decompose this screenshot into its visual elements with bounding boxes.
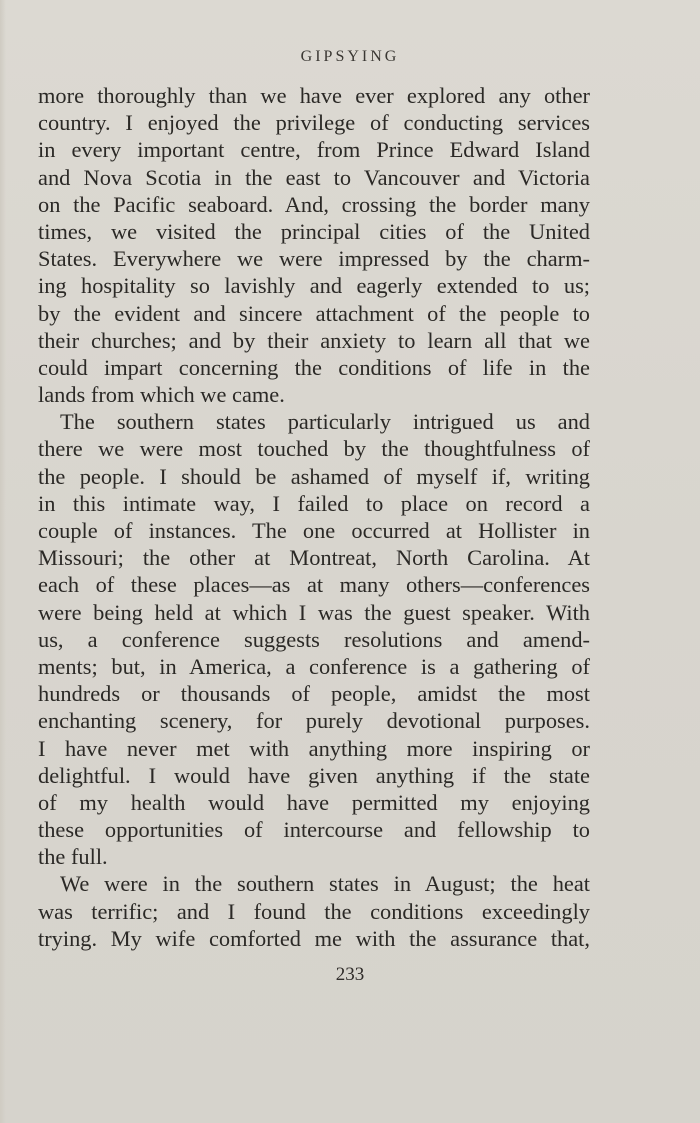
text-line: was terrific; and I found the conditions exceedingly [38,898,590,924]
text-line: by the evident and sincere attachment of the people to [38,300,590,326]
text-line: more thoroughly than we have ever explored any other [38,83,590,108]
text-line: could impart concerning the conditions of life in the [38,354,590,380]
text-line: on the Pacific seaboard. And, crossing the border many [38,191,590,217]
text-line: each of these places—as at many others—conferences [38,572,590,598]
text-line: were being held at which I was the guest speaker. With [38,599,590,625]
text-line: lands from which we came. [38,382,285,408]
text-line: there we were most touched by the thoughtfulness of [38,436,590,462]
text-line: us, a conference suggests resolutions and amend- [38,626,590,652]
text-line: ments; but, in America, a conference is a gathering of [38,653,590,679]
text-line: ing hospitality so lavishly and eagerly extended to us; [38,273,590,299]
text-line: these opportunities of intercourse and fellowship to [38,817,590,843]
text-line: in this intimate way, I failed to place on record a [38,490,590,516]
page-gutter-shadow [0,0,6,1123]
text-line: times, we visited the principal cities of the United [38,218,590,244]
body-text [38,82,590,952]
text-line: their churches; and by their anxiety to learn all that we [38,327,590,353]
text-line: The southern states particularly intrigued us and [60,409,590,435]
text-line: We were in the southern states in August; the heat [60,871,590,897]
text-line: couple of instances. The one occurred at Hollister in [38,518,590,543]
text-line: the people. I should be ashamed of myself if, writing [38,463,590,489]
text-line: enchanting scenery, for purely devotional purposes. [38,708,590,734]
text-line: trying. My wife comforted me with the assurance that, [38,925,590,951]
text-line: the full. [38,844,108,870]
text-line: country. I enjoyed the privilege of conducting services [38,110,590,136]
text-line: hundreds or thousands of people, amidst the most [38,681,590,707]
text-line: of my health would have permitted my enjoying [38,789,590,815]
text-line: States. Everywhere we were impressed by the charm- [38,246,590,272]
text-line: I have never met with anything more inspiring or [38,735,590,761]
text-line: delightful. I would have given anything if the state [38,762,590,788]
text-line: and Nova Scotia in the east to Vancouver and Victoria [38,164,590,190]
page-number: 233 [335,964,365,985]
text-line: Missouri; the other at Montreat, North Carolina. At [38,545,590,571]
text-line: in every important centre, from Prince Edward Island [38,137,590,163]
running-head: GIPSYING [300,48,400,65]
